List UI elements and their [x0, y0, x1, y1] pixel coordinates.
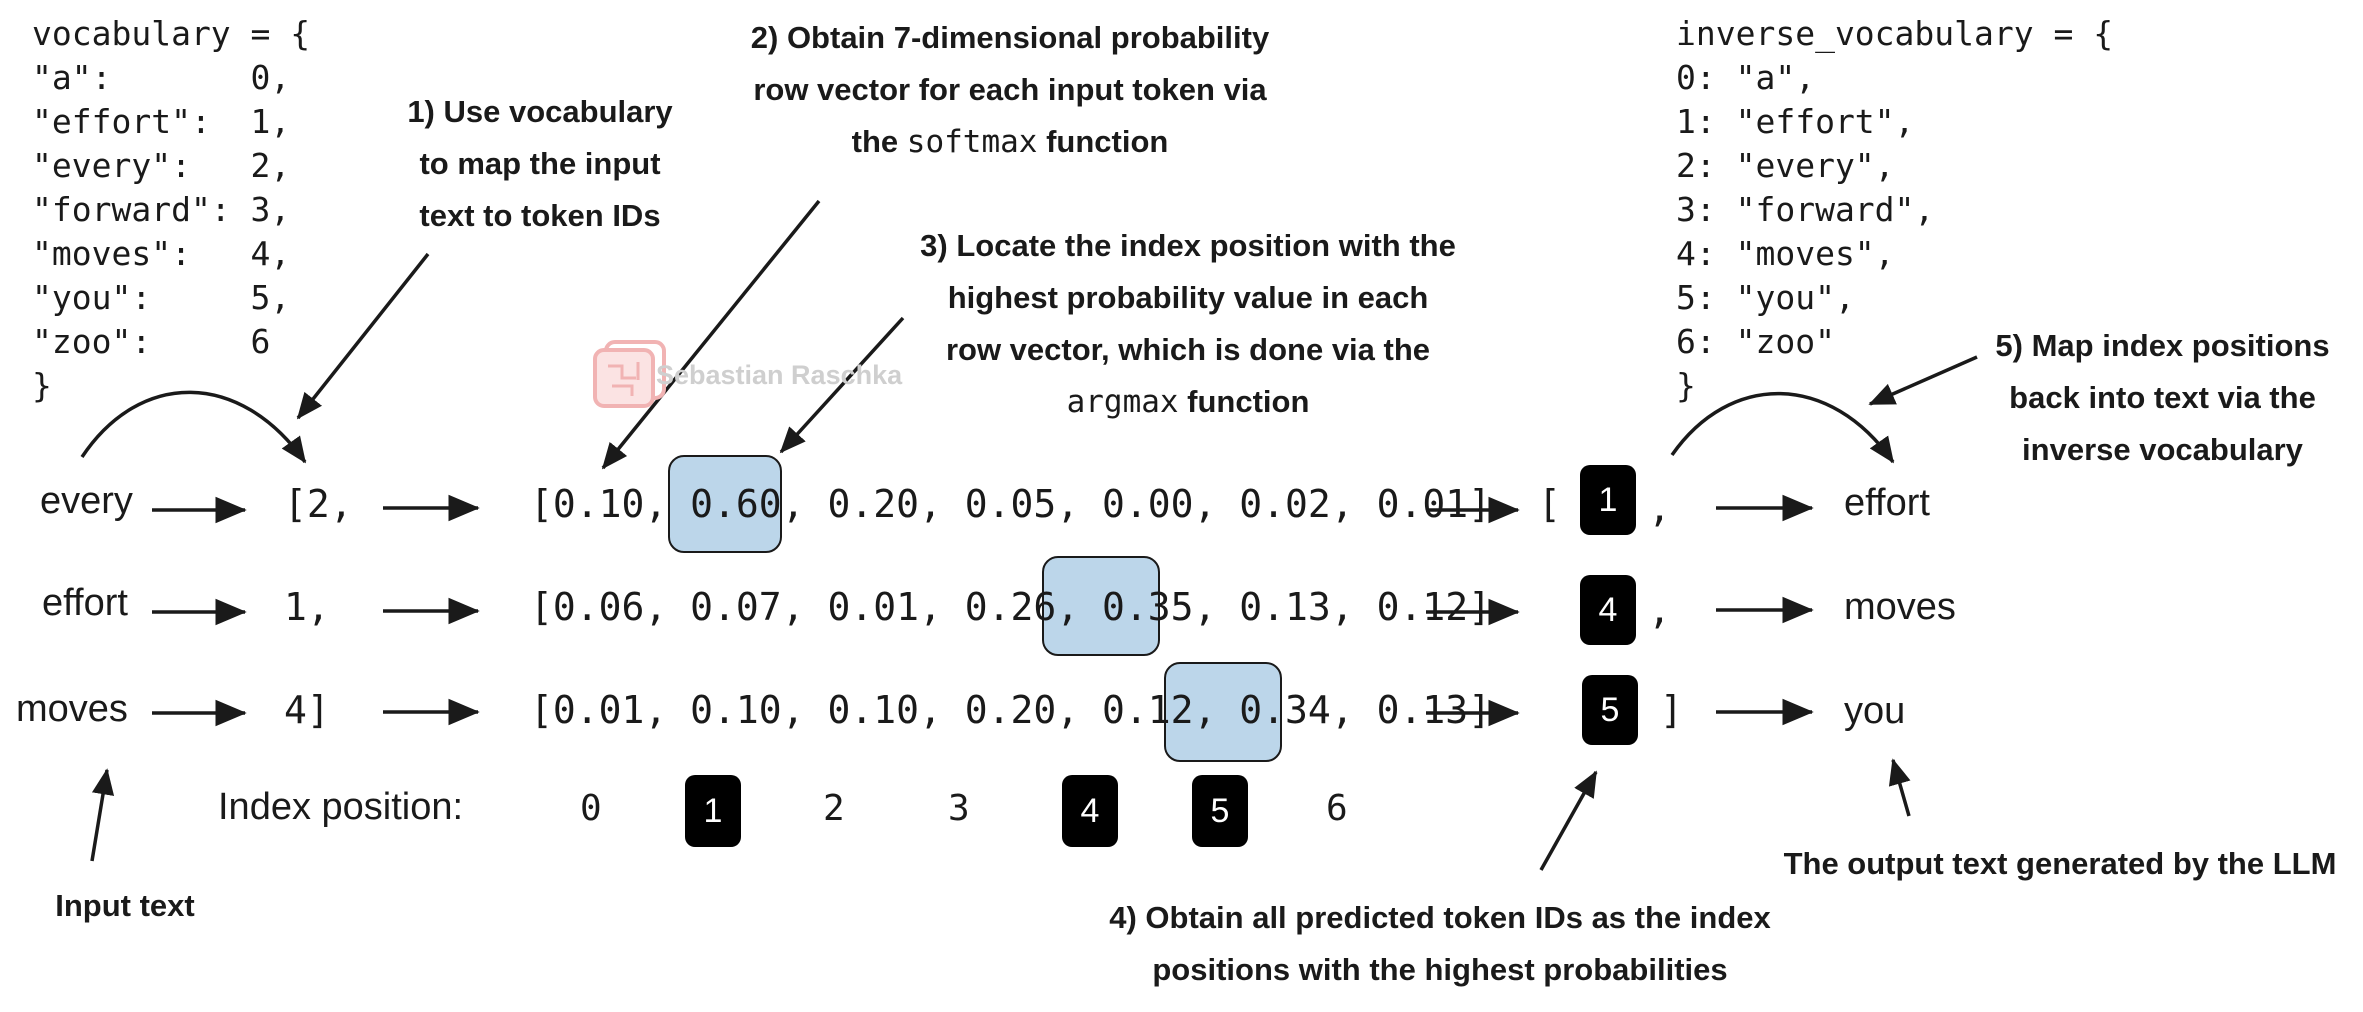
vector-separator: ,	[918, 585, 965, 629]
input-word: moves	[16, 688, 128, 730]
vector-separator: ,	[1330, 688, 1377, 732]
vector-separator: ,	[1056, 688, 1103, 732]
output-text-label: The output text generated by the LLM	[1783, 846, 2337, 881]
annotation-line: 2) Obtain 7-dimensional probability	[750, 20, 1270, 55]
probability-value: 0.00	[1102, 482, 1194, 526]
vector-separator: ,	[644, 482, 691, 526]
vocabulary-code-block	[32, 12, 310, 408]
annotation-line: 4) Obtain all predicted token IDs as the index	[1109, 900, 1771, 935]
code-line: "zoo": 6	[32, 322, 271, 361]
probability-value: 0.10	[690, 688, 782, 732]
probability-value: 0.06	[552, 585, 645, 629]
prediction-separator: ,	[1648, 486, 1671, 530]
code-line: 3: "forward",	[1676, 190, 1935, 229]
output-text-pointer-arrow	[1893, 760, 1909, 816]
vector-bracket: [	[530, 482, 553, 526]
max-probability-value: 0.34	[1239, 688, 1331, 732]
vector-separator: ,	[1193, 482, 1240, 526]
annotation-text: function	[1037, 124, 1169, 159]
vector-separator: ,	[781, 585, 828, 629]
vector-bracket: [	[530, 585, 553, 629]
vector-separator: ]	[1468, 688, 1491, 732]
code-line: "every": 2,	[32, 146, 291, 185]
probability-value: 0.05	[964, 482, 1057, 526]
annotation-line: to map the input	[419, 146, 661, 181]
index-position-value: 0	[580, 788, 602, 829]
step5-annotation	[1970, 320, 2355, 476]
code-line: "forward": 3,	[32, 190, 291, 229]
token-id: 1,	[284, 585, 330, 629]
code-line: 5: "you",	[1676, 278, 1855, 317]
probability-vector	[530, 482, 1491, 526]
step1-annotation	[360, 86, 720, 242]
index-position-value: 3	[948, 788, 970, 829]
probability-value: 0.12	[1376, 585, 1469, 629]
output-word: moves	[1844, 586, 1956, 628]
code-line: "effort": 1,	[32, 102, 291, 141]
code-line: inverse_vocabulary = {	[1676, 14, 2114, 53]
vector-separator: ]	[1468, 482, 1491, 526]
input-word: effort	[42, 582, 128, 624]
vector-separator: ,	[1330, 585, 1377, 629]
vector-separator: ,	[918, 688, 965, 732]
annotation-line: positions with the highest probabilities	[1152, 952, 1728, 987]
annotation-text: function	[1178, 384, 1310, 419]
annotation-line	[700, 116, 1320, 168]
step4-annotation	[1040, 892, 1840, 996]
vector-separator: ,	[644, 585, 691, 629]
code-line: 4: "moves",	[1676, 234, 1895, 273]
prediction-open-bracket: [	[1538, 482, 1561, 526]
annotation-line: back into text via the	[2009, 380, 2316, 415]
token-id: [2,	[284, 482, 353, 526]
annotation-line: inverse vocabulary	[2022, 432, 2303, 467]
probability-value: 0.13	[1376, 688, 1469, 732]
probability-value: 0.01	[552, 688, 645, 732]
output-word: effort	[1844, 482, 1930, 524]
vector-separator: ,	[644, 688, 691, 732]
code-line: "you": 5,	[32, 278, 291, 317]
code-line: }	[32, 366, 52, 405]
probability-value: 0.10	[827, 688, 919, 732]
probability-value: 0.20	[827, 482, 919, 526]
token-id: 4]	[284, 688, 330, 732]
step4-pointer-arrow	[1541, 772, 1596, 870]
code-line: "a": 0,	[32, 58, 291, 97]
code-line: 1: "effort",	[1676, 102, 1915, 141]
input-word: every	[40, 480, 133, 522]
vector-separator: ,	[1193, 688, 1240, 732]
code-line: 2: "every",	[1676, 146, 1895, 185]
code-line: "moves": 4,	[32, 234, 291, 273]
annotation-line: 5) Map index positions	[1995, 328, 2330, 363]
max-probability-value: 0.35	[1102, 585, 1194, 629]
input-text-pointer-arrow	[92, 770, 107, 861]
index-position-badge: 1	[685, 775, 741, 847]
vector-separator: ,	[1056, 482, 1103, 526]
probability-vector	[530, 585, 1491, 629]
probability-vector	[530, 688, 1491, 732]
softmax-code: softmax	[906, 124, 1038, 160]
probability-value: 0.10	[552, 482, 645, 526]
probability-value: 0.01	[1376, 482, 1469, 526]
output-word: you	[1844, 690, 1906, 732]
predicted-token-badge: 4	[1580, 575, 1636, 645]
probability-value: 0.13	[1239, 585, 1331, 629]
predicted-token-badge: 1	[1580, 465, 1636, 535]
probability-value: 0.02	[1239, 482, 1331, 526]
watermark-text: Sebastian Raschka	[656, 360, 903, 390]
annotation-line: 1) Use vocabulary	[407, 94, 673, 129]
index-position-value: 6	[1326, 788, 1348, 829]
step1-pointer-arrow	[298, 254, 428, 418]
index-position-label: Index position:	[218, 786, 464, 828]
probability-value: 0.07	[690, 585, 782, 629]
annotation-line: text to token IDs	[419, 198, 661, 233]
vector-separator: ,	[1056, 585, 1103, 629]
annotation-line: row vector, which is done via the	[945, 332, 1431, 367]
index-position-badge: 5	[1192, 775, 1248, 847]
vector-separator: ,	[1193, 585, 1240, 629]
vector-separator: ,	[1330, 482, 1377, 526]
vector-separator: ]	[1468, 585, 1491, 629]
probability-value: 0.12	[1102, 688, 1194, 732]
vector-bracket: [	[530, 688, 553, 732]
prediction-close-bracket: ]	[1660, 688, 1683, 732]
step3-annotation	[858, 220, 1518, 428]
vector-separator: ,	[781, 688, 828, 732]
step2-annotation	[700, 12, 1320, 168]
index-position-value: 2	[823, 788, 845, 829]
index-position-badge: 4	[1062, 775, 1118, 847]
vector-separator: ,	[918, 482, 965, 526]
probability-value: 0.20	[964, 688, 1057, 732]
argmax-code: argmax	[1066, 384, 1179, 420]
annotation-line: row vector for each input token via	[753, 72, 1267, 107]
annotation-text: the	[851, 124, 907, 159]
input-text-label: Input text	[55, 888, 195, 923]
annotation-line	[858, 376, 1518, 428]
probability-value: 0.26	[964, 585, 1057, 629]
annotation-line: highest probability value in each	[947, 280, 1429, 315]
annotation-line: 3) Locate the index position with the	[920, 228, 1456, 263]
code-line: 0: "a",	[1676, 58, 1816, 97]
code-line: }	[1676, 366, 1696, 405]
max-probability-value: 0.60	[690, 482, 782, 526]
code-line: 6: "zoo"	[1676, 322, 1835, 361]
predicted-token-badge: 5	[1582, 675, 1638, 745]
probability-value: 0.01	[827, 585, 919, 629]
code-line: vocabulary = {	[32, 14, 311, 53]
prediction-separator: ,	[1648, 588, 1671, 632]
vector-separator: ,	[781, 482, 828, 526]
